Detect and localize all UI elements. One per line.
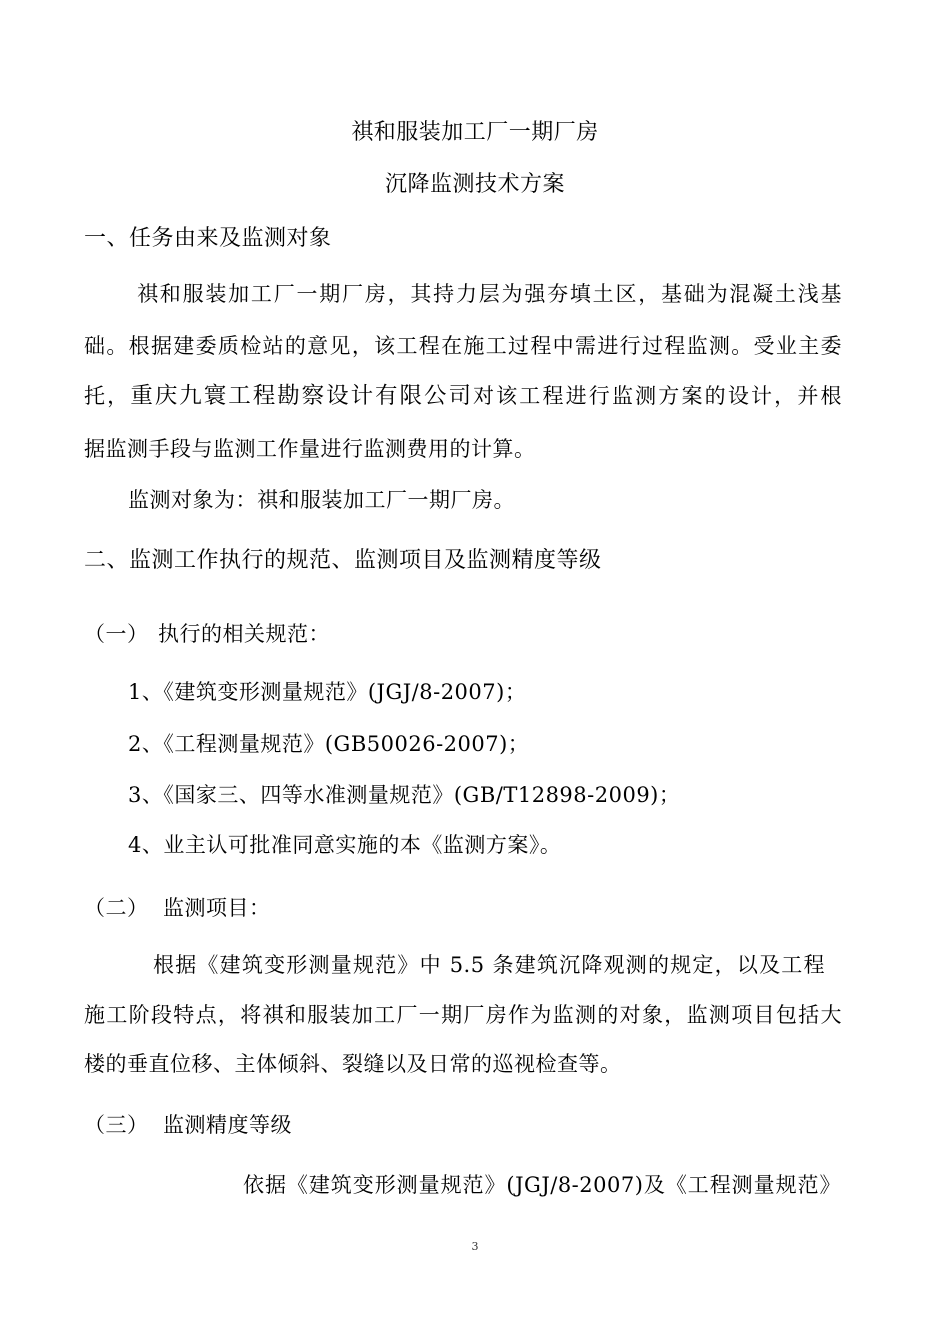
subsection2-title: 监测项目： — [163, 896, 271, 920]
section1-para1-line3-prefix: 托， — [84, 384, 131, 408]
standard-item-3: 3、《国家三、四等水准测量规范》(GB/T12898-2009)； — [128, 783, 681, 807]
subsection3-para-line1: 依据《建筑变形测量规范》(JGJ/8-2007)及《工程测量规范》 — [243, 1173, 841, 1197]
section1-para1-line4: 据监测手段与监测工作量进行监测费用的计算。 — [84, 437, 536, 461]
section1-para1-line3-suffix: 对该工程进行监测方案的设计，并根 — [472, 384, 842, 408]
section1-para1-line2: 础。根据建委质检站的意见，该工程在施工过程中需进行过程监测。受业主委 — [84, 334, 842, 358]
subsection2-number: （二） — [84, 896, 149, 920]
section1-para2: 监测对象为：祺和服装加工厂一期厂房。 — [128, 488, 515, 512]
document-title-line1: 祺和服装加工厂一期厂房 — [351, 120, 599, 145]
standard-item-1: 1、《建筑变形测量规范》(JGJ/8-2007)； — [128, 680, 527, 704]
section1-para1-line3 — [84, 381, 842, 411]
subsection1-title: 执行的相关规范： — [158, 622, 330, 646]
subsection2-para-line2: 施工阶段特点，将祺和服装加工厂一期厂房作为监测的对象，监测项目包括大 — [84, 1003, 842, 1027]
page-number: 3 — [471, 1240, 479, 1253]
subsection1-number: （一） — [84, 622, 149, 646]
section1-para1-line1: 祺和服装加工厂一期厂房，其持力层为强夯填土区，基础为混凝土浅基 — [137, 282, 842, 306]
company-name: 重庆九寰工程勘察设计有限公司 — [130, 383, 473, 409]
subsection2-para-line3: 楼的垂直位移、主体倾斜、裂缝以及日常的巡视检查等。 — [84, 1052, 622, 1076]
document-title-line2: 沉降监测技术方案 — [384, 172, 565, 197]
section1-heading: 一、任务由来及监测对象 — [84, 226, 332, 251]
standard-item-4: 4、业主认可批准同意实施的本《监测方案》。 — [128, 833, 562, 857]
subsection3-number: （三） — [84, 1113, 149, 1137]
section2-heading: 二、监测工作执行的规范、监测项目及监测精度等级 — [84, 548, 602, 573]
standard-item-2: 2、《工程测量规范》(GB50026-2007)； — [128, 732, 530, 756]
subsection3-title: 监测精度等级 — [163, 1113, 292, 1137]
subsection2-para-line1: 根据《建筑变形测量规范》中 5.5 条建筑沉降观测的规定，以及工程 — [153, 953, 825, 977]
